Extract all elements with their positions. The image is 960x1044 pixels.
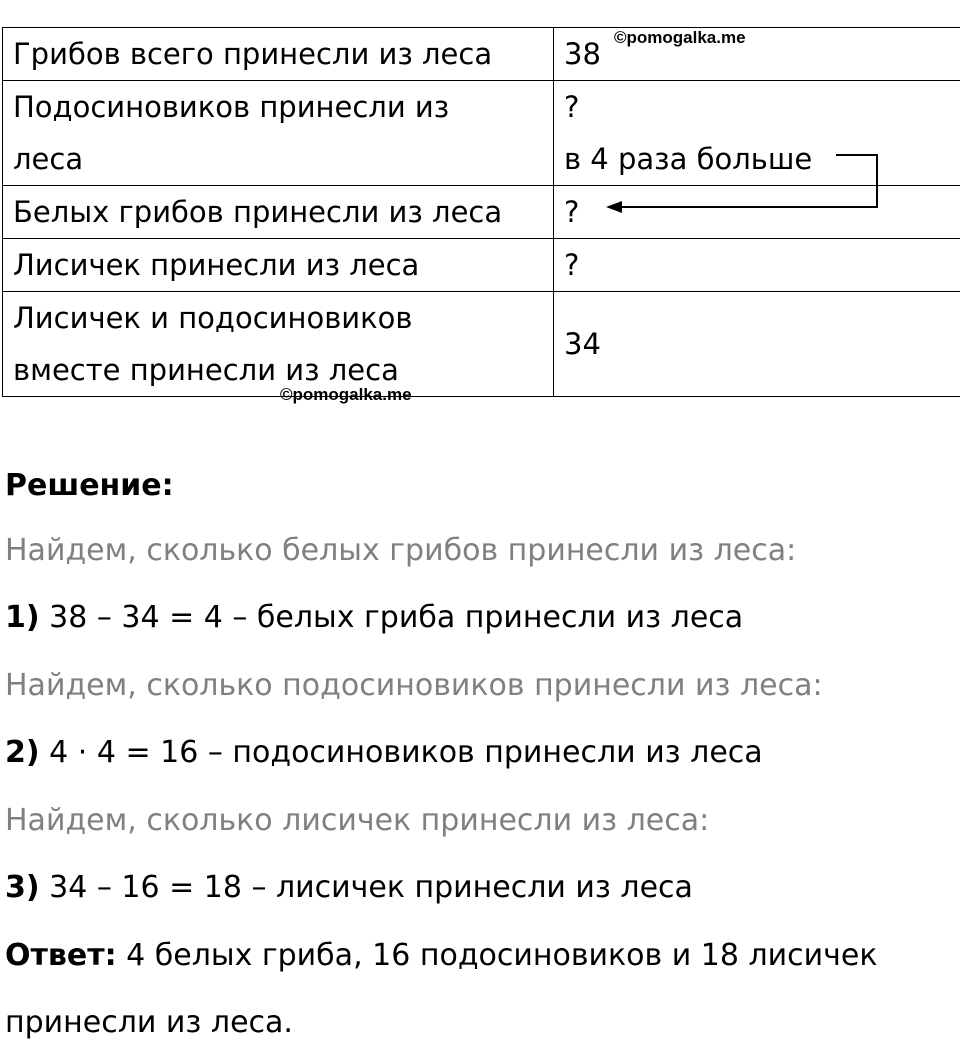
relation-note: в 4 раза больше [564, 142, 813, 176]
table-row [3, 186, 960, 239]
row-label: Грибов всего принесли из леса [3, 28, 554, 81]
solution-heading: Решение: [5, 468, 174, 503]
step-number: 1) [5, 600, 40, 635]
row-value: 38 [554, 28, 960, 81]
row-label [3, 292, 554, 397]
solution-find-text: Найдем, сколько лисичек принесли из леса: [5, 803, 710, 838]
row-value [554, 81, 960, 186]
table-row [3, 81, 960, 186]
label-line: Подосиновиков принесли из [13, 90, 450, 124]
solution-find-text: Найдем, сколько подосиновиков принесли из леса: [5, 668, 823, 703]
step-text: 38 – 34 = 4 – белых гриба принесли из леса [39, 600, 744, 635]
watermark: ©pomogalka.me [280, 385, 412, 404]
step-text: 34 – 16 = 18 – лисичек принесли из леса [39, 870, 693, 905]
answer-text: 4 белых гриба, 16 подосиновиков и 18 лисичек [116, 938, 878, 973]
table-row [3, 28, 960, 81]
answer-label: Ответ: [5, 938, 117, 973]
watermark: ©pomogalka.me [614, 28, 746, 47]
label-line: Лисичек и подосиновиков [13, 301, 413, 335]
row-value: 34 [554, 292, 960, 397]
row-value: ? [554, 186, 960, 239]
solution-step [5, 870, 693, 905]
row-label: Белых грибов принесли из леса [3, 186, 554, 239]
step-text: 4 · 4 = 16 – подосиновиков принесли из леса [39, 735, 763, 770]
row-value: ? [554, 239, 960, 292]
row-label: Лисичек принесли из леса [3, 239, 554, 292]
value-line: ? [564, 90, 580, 124]
task-table [2, 27, 960, 397]
table-row [3, 239, 960, 292]
table-row [3, 292, 960, 397]
solution-step [5, 735, 763, 770]
answer [5, 938, 877, 973]
answer-continuation: принесли из леса. [5, 1005, 293, 1040]
solution-find-text: Найдем, сколько белых грибов принесли из леса: [5, 533, 797, 568]
solution-step [5, 600, 743, 635]
label-line: леса [13, 142, 84, 176]
step-number: 2) [5, 735, 40, 770]
step-number: 3) [5, 870, 40, 905]
label-line: вместе принесли из леса [13, 353, 399, 387]
row-label [3, 81, 554, 186]
